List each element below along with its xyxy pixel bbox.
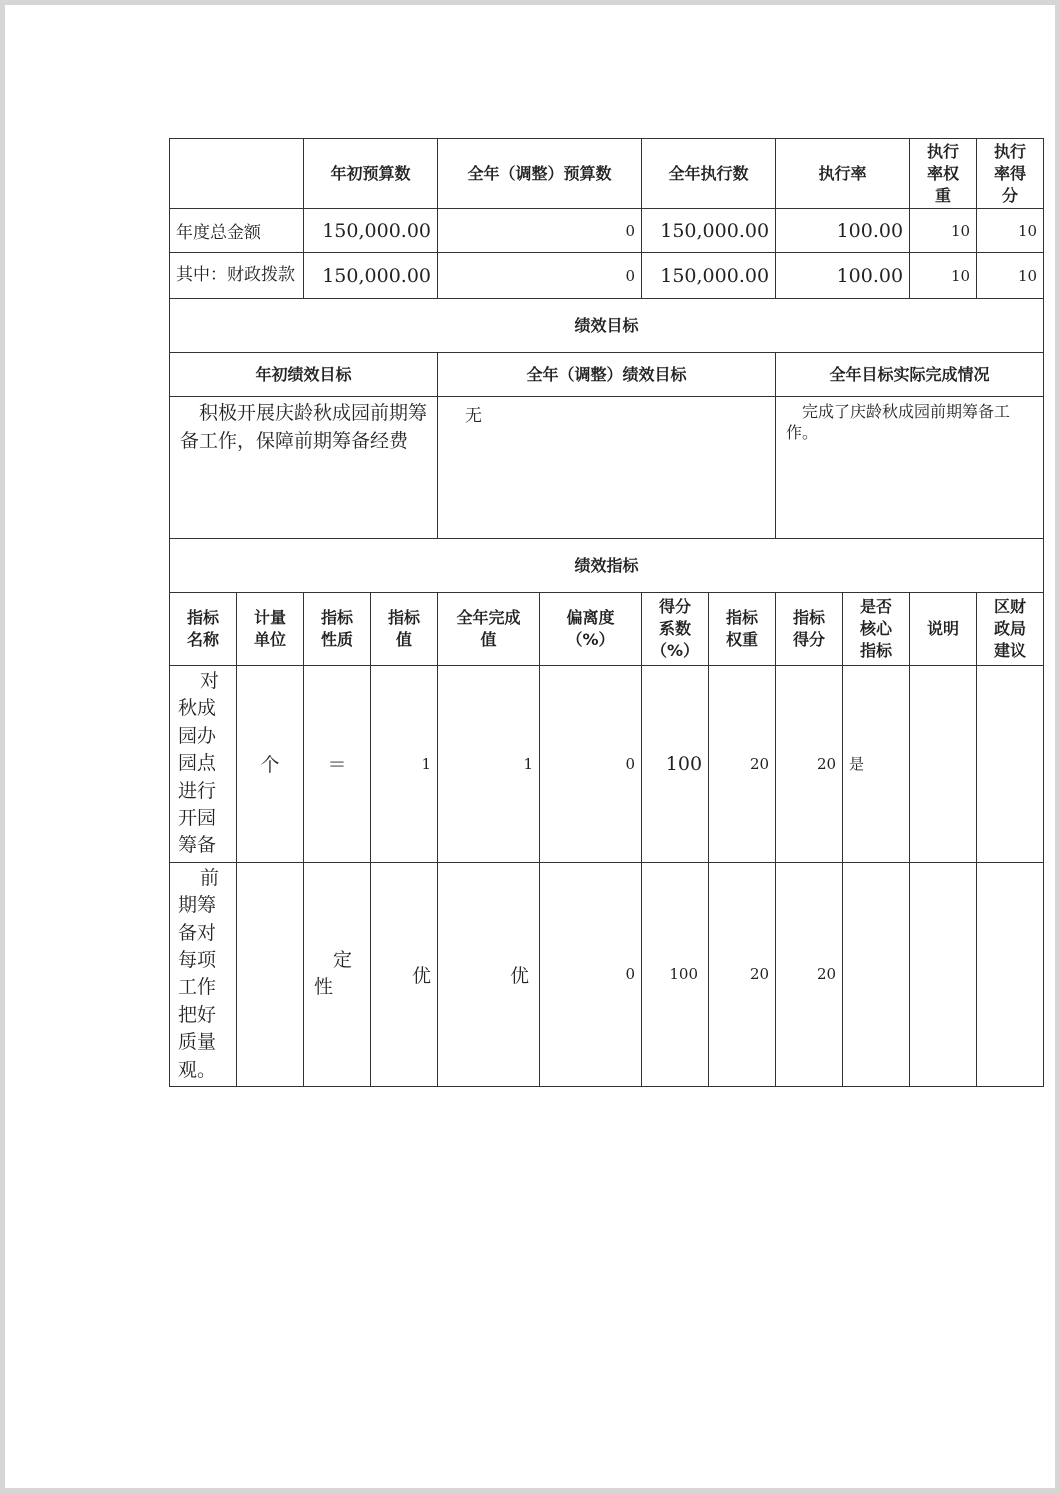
goals-title-row: [170, 299, 1044, 353]
indicator-core: 是: [843, 666, 910, 863]
budget-row: [170, 209, 1044, 253]
goals-header-initial: 年初绩效目标: [170, 353, 438, 397]
indicator-completed: 1: [438, 666, 540, 863]
budget-row-weight: 10: [910, 253, 977, 299]
budget-row-initial: 150,000.00: [304, 209, 438, 253]
budget-header-rate: 执行率: [776, 139, 910, 209]
budget-header-blank: [170, 139, 304, 209]
indicator-row: [170, 666, 1044, 863]
ind-header-unit: 计量 单位: [237, 593, 304, 666]
budget-header-initial: 年初预算数: [304, 139, 438, 209]
indicators-title-row: [170, 539, 1044, 593]
ind-header-note: 说明: [910, 593, 977, 666]
budget-header-score: 执行 率得 分: [977, 139, 1044, 209]
ind-header-weight: 指标 权重: [709, 593, 776, 666]
budget-row: [170, 253, 1044, 299]
indicator-note: [910, 862, 977, 1086]
indicator-value: 优: [371, 862, 438, 1086]
goals-header-actual: 全年目标实际完成情况: [776, 353, 1044, 397]
budget-row-weight: 10: [910, 209, 977, 253]
indicator-name: 前 期筹 备对 每项 工作 把好 质量 观。: [170, 862, 237, 1086]
budget-row-label: 其中：财政拨款: [170, 253, 304, 299]
goals-header-adjusted: 全年（调整）绩效目标: [438, 353, 776, 397]
indicators-title: 绩效指标: [170, 539, 1044, 593]
ind-header-value: 指标 值: [371, 593, 438, 666]
indicator-advice: [977, 862, 1044, 1086]
indicator-completed: 优: [438, 862, 540, 1086]
performance-table: [169, 138, 1044, 1087]
budget-row-score: 10: [977, 209, 1044, 253]
budget-row-executed: 150,000.00: [642, 253, 776, 299]
indicators-header-row: [170, 593, 1044, 666]
goals-title: 绩效目标: [170, 299, 1044, 353]
ind-header-coef: 得分 系数 （%）: [642, 593, 709, 666]
ind-header-advice: 区财 政局 建议: [977, 593, 1044, 666]
indicator-score: 20: [776, 862, 843, 1086]
indicator-unit: 个: [237, 666, 304, 863]
indicator-weight: 20: [709, 862, 776, 1086]
budget-row-executed: 150,000.00: [642, 209, 776, 253]
indicator-weight: 20: [709, 666, 776, 863]
budget-header-row: [170, 139, 1044, 209]
ind-header-name: 指标 名称: [170, 593, 237, 666]
indicator-value: 1: [371, 666, 438, 863]
budget-row-adjusted: 0: [438, 209, 642, 253]
budget-row-rate: 100.00: [776, 209, 910, 253]
goals-adjusted-text: 无: [438, 397, 776, 539]
budget-row-score: 10: [977, 253, 1044, 299]
indicator-nature: 定 性: [304, 862, 371, 1086]
budget-row-initial: 150,000.00: [304, 253, 438, 299]
indicator-coef: 100: [642, 862, 709, 1086]
indicator-name: 对 秋成 园办 园点 进行 开园 筹备: [170, 666, 237, 863]
budget-row-adjusted: 0: [438, 253, 642, 299]
indicator-deviation: 0: [540, 862, 642, 1086]
budget-header-adjusted: 全年（调整）预算数: [438, 139, 642, 209]
ind-header-deviation: 偏离度 （%）: [540, 593, 642, 666]
budget-header-executed: 全年执行数: [642, 139, 776, 209]
goals-actual-text: 完成了庆龄秋成园前期筹备工作。: [776, 397, 1044, 539]
ind-header-nature: 指标 性质: [304, 593, 371, 666]
budget-row-label: 年度总金额: [170, 209, 304, 253]
indicator-unit: [237, 862, 304, 1086]
indicator-deviation: 0: [540, 666, 642, 863]
document-page: [5, 5, 1055, 1488]
ind-header-completed: 全年完成 值: [438, 593, 540, 666]
indicator-nature: ＝: [304, 666, 371, 863]
budget-row-rate: 100.00: [776, 253, 910, 299]
ind-header-core: 是否 核心 指标: [843, 593, 910, 666]
ind-header-score: 指标 得分: [776, 593, 843, 666]
goals-header-row: [170, 353, 1044, 397]
indicator-score: 20: [776, 666, 843, 863]
goals-content-row: [170, 397, 1044, 539]
goals-initial-text: 积极开展庆龄秋成园前期筹备工作，保障前期筹备经费: [170, 397, 438, 539]
indicator-coef: 100: [642, 666, 709, 863]
indicator-advice: [977, 666, 1044, 863]
indicator-core: [843, 862, 910, 1086]
indicator-note: [910, 666, 977, 863]
indicator-row: [170, 862, 1044, 1086]
budget-header-weight: 执行 率权 重: [910, 139, 977, 209]
